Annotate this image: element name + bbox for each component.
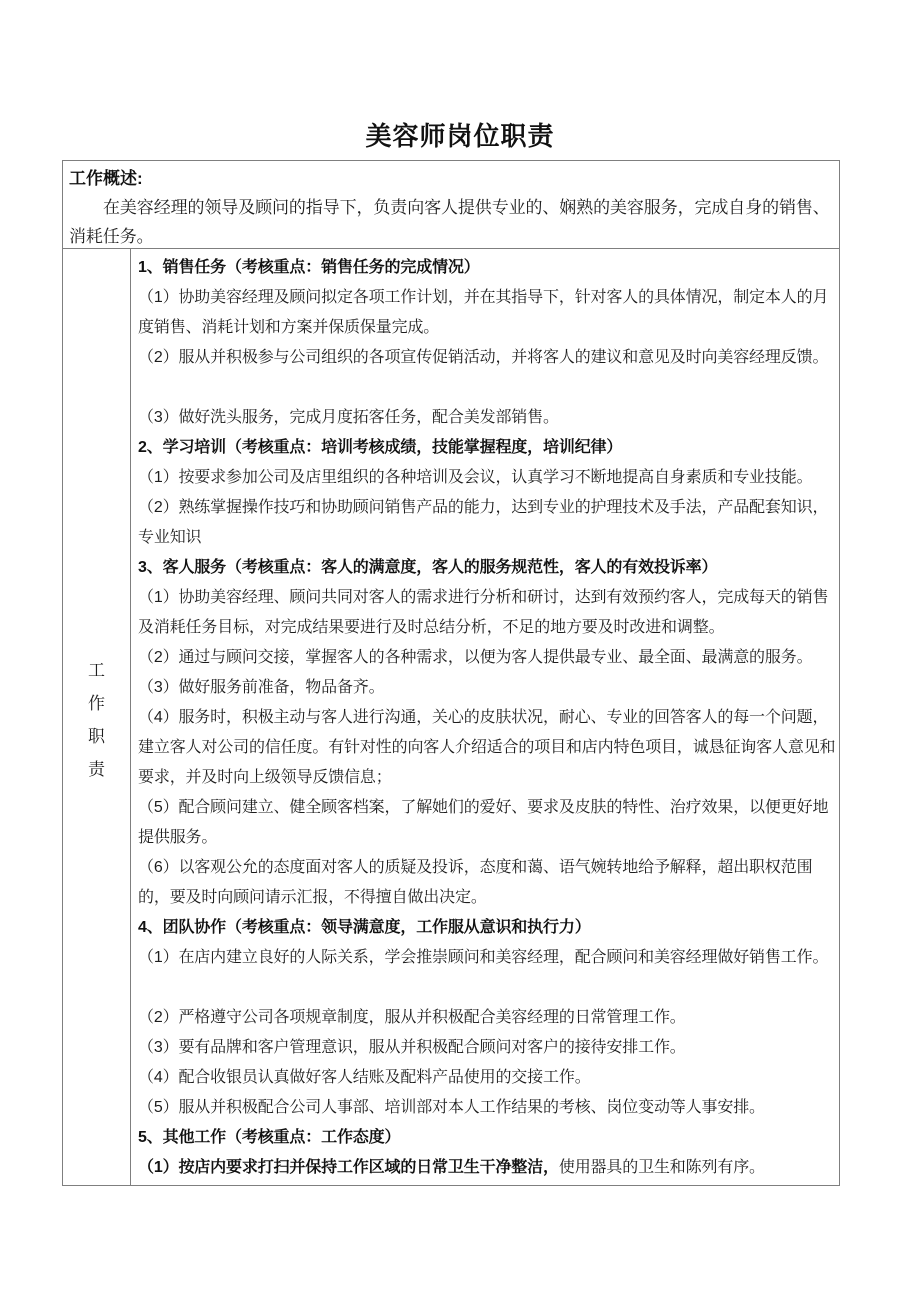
duty-item: （4）服务时，积极主动与客人进行沟通，关心的皮肤状况，耐心、专业的回答客人的每一个问题，建立客人对公司的信任度。有针对性的向客人介绍适合的项目和店内特色项目，诚恳征询客人意见和要求，并及时向上级领导反馈信息；	[138, 709, 836, 786]
duty-item: （1）协助美容经理、顾问共同对客人的需求进行分析和研讨，达到有效预约客人，完成每天的销售及消耗任务目标，对完成结果要进行及时总结分析，不足的地方要及时改进和调整。	[138, 589, 829, 636]
duties-content	[131, 249, 839, 1185]
duty-item: （1）在店内建立良好的人际关系，学会推崇顾问和美容经理，配合顾问和美容经理做好销售工作。	[138, 949, 829, 966]
duty-item: （2）服从并积极参与公司组织的各项宣传促销活动，并将客人的建议和意见及时向美容经理反馈。	[138, 349, 829, 366]
duty-section-heading: 2、学习培训（考核重点：培训考核成绩，技能掌握程度，培训纪律）	[138, 439, 623, 456]
duty-item: （2）严格遵守公司各项规章制度，服从并积极配合美容经理的日常管理工作。	[138, 1009, 686, 1026]
duty-item: （5）配合顾问建立、健全顾客档案，了解她们的爱好、要求及皮肤的特性、治疗效果，以便更好地提供服务。	[138, 799, 829, 846]
duty-section-heading: 3、客人服务（考核重点：客人的满意度，客人的服务规范性，客人的有效投诉率）	[138, 559, 718, 576]
duty-item: （4）配合收银员认真做好客人结账及配料产品使用的交接工作。	[138, 1069, 591, 1086]
duty-section-heading: 5、其他工作（考核重点：工作态度）	[138, 1129, 401, 1146]
duties-label-char: 责	[88, 760, 105, 779]
duty-item: （3）做好服务前准备，物品备齐。	[138, 679, 385, 696]
duty-item: （3）做好洗头服务，完成月度拓客任务，配合美发部销售。	[138, 409, 559, 426]
duties-row	[63, 249, 839, 1185]
overview-text: 在美容经理的领导及顾问的指导下，负责向客人提供专业的、娴熟的美容服务，完成自身的销售、消耗任务。	[69, 198, 830, 246]
duty-item: （3）要有品牌和客户管理意识，服从并积极配合顾问对客户的接待安排工作。	[138, 1039, 686, 1056]
duty-item: （1）按要求参加公司及店里组织的各种培训及会议，认真学习不断地提高自身素质和专业技能。	[138, 469, 813, 486]
duty-item: （6）以客观公允的态度面对客人的质疑及投诉，态度和蔼、语气婉转地给予解释，超出职权范围的，要及时向顾问请示汇报，不得擅自做出决定。	[138, 859, 813, 906]
duty-item: （2）通过与顾问交接，掌握客人的各种需求，以便为客人提供最专业、最全面、最满意的服务。	[138, 649, 813, 666]
blank-line	[138, 373, 838, 403]
duty-item-bold-part: （1）按店内要求打扫并保持工作区域的日常卫生干净整洁，	[138, 1159, 559, 1176]
duty-item: （1）协助美容经理及顾问拟定各项工作计划，并在其指导下，针对客人的具体情况，制定本人的月度销售、消耗计划和方案并保质保量完成。	[138, 289, 829, 336]
duties-label-char: 工	[88, 661, 105, 680]
duty-item: （1）按店内要求打扫并保持工作区域的日常卫生干净整洁，使用器具的卫生和陈列有序。	[138, 1159, 765, 1176]
duties-column-label	[63, 249, 131, 1185]
duties-label-char: 作	[88, 694, 105, 713]
duty-section-heading: 1、销售任务（考核重点：销售任务的完成情况）	[138, 259, 480, 276]
job-description-table	[62, 160, 840, 1186]
blank-line	[138, 973, 838, 1003]
duty-item: （2）熟练掌握操作技巧和协助顾问销售产品的能力，达到专业的护理技术及手法，产品配套知识，专业知识	[138, 499, 829, 546]
duty-item: （5）服从并积极配合公司人事部、培训部对本人工作结果的考核、岗位变动等人事安排。	[138, 1099, 765, 1116]
duties-label-char: 职	[88, 727, 105, 746]
overview-row	[63, 161, 839, 249]
duty-section-heading: 4、团队协作（考核重点：领导满意度，工作服从意识和执行力）	[138, 919, 591, 936]
page-title: 美容师岗位职责	[365, 121, 555, 151]
overview-label: 工作概述:	[69, 169, 143, 188]
